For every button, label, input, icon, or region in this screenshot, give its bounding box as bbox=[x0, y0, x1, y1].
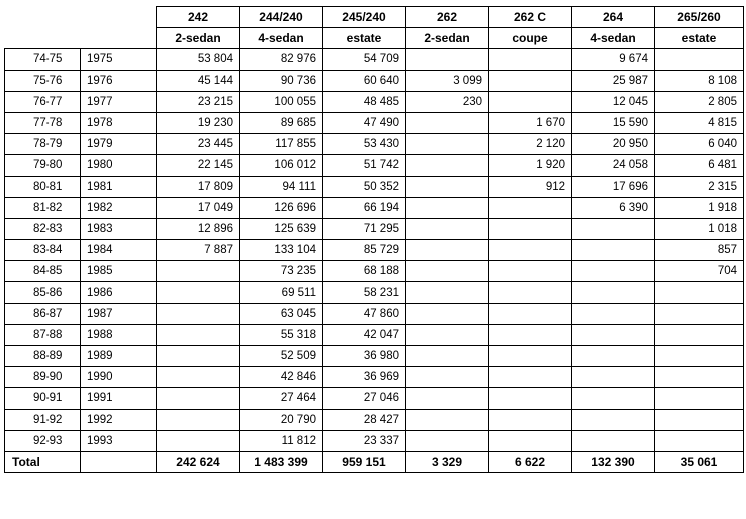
total-value-cell: 242 624 bbox=[157, 451, 240, 472]
season-cell: 85-86 bbox=[5, 282, 81, 303]
body-type-header: estate bbox=[655, 28, 744, 49]
value-cell bbox=[157, 261, 240, 282]
value-cell: 60 640 bbox=[323, 70, 406, 91]
value-cell bbox=[489, 261, 572, 282]
value-cell bbox=[157, 409, 240, 430]
value-cell: 55 318 bbox=[240, 324, 323, 345]
season-cell: 90-91 bbox=[5, 388, 81, 409]
value-cell bbox=[406, 409, 489, 430]
value-cell bbox=[489, 70, 572, 91]
table-row bbox=[5, 134, 744, 155]
value-cell bbox=[406, 197, 489, 218]
value-cell: 1 670 bbox=[489, 112, 572, 133]
value-cell: 23 445 bbox=[157, 134, 240, 155]
value-cell: 8 108 bbox=[655, 70, 744, 91]
value-cell: 51 742 bbox=[323, 155, 406, 176]
table-row bbox=[5, 218, 744, 239]
season-cell: 75-76 bbox=[5, 70, 81, 91]
value-cell bbox=[406, 49, 489, 70]
model-header: 262 C bbox=[489, 7, 572, 28]
value-cell: 17 696 bbox=[572, 176, 655, 197]
table-row bbox=[5, 303, 744, 324]
season-cell: 82-83 bbox=[5, 218, 81, 239]
year-cell: 1988 bbox=[81, 324, 157, 345]
value-cell: 19 230 bbox=[157, 112, 240, 133]
body-type-header: 2-sedan bbox=[406, 28, 489, 49]
header-row-models bbox=[5, 7, 744, 28]
value-cell: 69 511 bbox=[240, 282, 323, 303]
value-cell bbox=[406, 303, 489, 324]
production-table bbox=[4, 6, 744, 473]
value-cell: 6 040 bbox=[655, 134, 744, 155]
table-row bbox=[5, 261, 744, 282]
value-cell bbox=[406, 346, 489, 367]
table-row bbox=[5, 70, 744, 91]
value-cell: 36 980 bbox=[323, 346, 406, 367]
value-cell bbox=[572, 367, 655, 388]
value-cell: 71 295 bbox=[323, 218, 406, 239]
value-cell bbox=[655, 49, 744, 70]
value-cell bbox=[572, 430, 655, 451]
season-cell: 84-85 bbox=[5, 261, 81, 282]
value-cell bbox=[489, 218, 572, 239]
value-cell bbox=[406, 324, 489, 345]
value-cell: 54 709 bbox=[323, 49, 406, 70]
total-value-cell: 132 390 bbox=[572, 451, 655, 472]
value-cell: 24 058 bbox=[572, 155, 655, 176]
value-cell: 9 674 bbox=[572, 49, 655, 70]
value-cell: 857 bbox=[655, 240, 744, 261]
value-cell: 126 696 bbox=[240, 197, 323, 218]
value-cell: 45 144 bbox=[157, 70, 240, 91]
value-cell bbox=[157, 367, 240, 388]
header-blank-cell bbox=[5, 7, 157, 28]
year-cell: 1984 bbox=[81, 240, 157, 261]
value-cell: 17 809 bbox=[157, 176, 240, 197]
season-cell: 77-78 bbox=[5, 112, 81, 133]
value-cell: 17 049 bbox=[157, 197, 240, 218]
value-cell bbox=[655, 388, 744, 409]
value-cell bbox=[655, 409, 744, 430]
season-cell: 86-87 bbox=[5, 303, 81, 324]
value-cell: 12 045 bbox=[572, 91, 655, 112]
value-cell: 58 231 bbox=[323, 282, 406, 303]
value-cell: 36 969 bbox=[323, 367, 406, 388]
model-header: 264 bbox=[572, 7, 655, 28]
value-cell bbox=[489, 346, 572, 367]
value-cell: 15 590 bbox=[572, 112, 655, 133]
value-cell bbox=[489, 197, 572, 218]
value-cell bbox=[572, 240, 655, 261]
body-type-header: 4-sedan bbox=[240, 28, 323, 49]
value-cell bbox=[655, 430, 744, 451]
value-cell: 133 104 bbox=[240, 240, 323, 261]
table-row bbox=[5, 112, 744, 133]
total-value-cell: 1 483 399 bbox=[240, 451, 323, 472]
season-cell: 89-90 bbox=[5, 367, 81, 388]
value-cell: 89 685 bbox=[240, 112, 323, 133]
value-cell: 7 887 bbox=[157, 240, 240, 261]
table-row bbox=[5, 367, 744, 388]
value-cell bbox=[406, 176, 489, 197]
value-cell bbox=[406, 367, 489, 388]
value-cell: 704 bbox=[655, 261, 744, 282]
value-cell: 230 bbox=[406, 91, 489, 112]
table-row bbox=[5, 324, 744, 345]
season-cell: 92-93 bbox=[5, 430, 81, 451]
value-cell: 27 046 bbox=[323, 388, 406, 409]
value-cell bbox=[655, 303, 744, 324]
value-cell bbox=[572, 303, 655, 324]
value-cell: 47 490 bbox=[323, 112, 406, 133]
value-cell bbox=[406, 430, 489, 451]
value-cell: 2 805 bbox=[655, 91, 744, 112]
total-value-cell: 959 151 bbox=[323, 451, 406, 472]
year-cell: 1989 bbox=[81, 346, 157, 367]
value-cell: 85 729 bbox=[323, 240, 406, 261]
year-cell: 1990 bbox=[81, 367, 157, 388]
year-cell: 1993 bbox=[81, 430, 157, 451]
value-cell bbox=[489, 409, 572, 430]
value-cell bbox=[406, 388, 489, 409]
value-cell bbox=[406, 240, 489, 261]
year-cell: 1987 bbox=[81, 303, 157, 324]
table-row bbox=[5, 346, 744, 367]
year-cell: 1981 bbox=[81, 176, 157, 197]
value-cell: 1 920 bbox=[489, 155, 572, 176]
value-cell: 66 194 bbox=[323, 197, 406, 218]
value-cell: 23 337 bbox=[323, 430, 406, 451]
total-row bbox=[5, 451, 744, 472]
model-header: 242 bbox=[157, 7, 240, 28]
year-cell: 1985 bbox=[81, 261, 157, 282]
table-row bbox=[5, 176, 744, 197]
table-row bbox=[5, 430, 744, 451]
year-cell: 1978 bbox=[81, 112, 157, 133]
value-cell: 50 352 bbox=[323, 176, 406, 197]
table-row bbox=[5, 49, 744, 70]
value-cell: 53 430 bbox=[323, 134, 406, 155]
value-cell bbox=[489, 430, 572, 451]
body-type-header: estate bbox=[323, 28, 406, 49]
value-cell: 3 099 bbox=[406, 70, 489, 91]
value-cell bbox=[489, 49, 572, 70]
value-cell bbox=[406, 155, 489, 176]
value-cell: 52 509 bbox=[240, 346, 323, 367]
value-cell: 912 bbox=[489, 176, 572, 197]
value-cell bbox=[489, 91, 572, 112]
value-cell: 6 481 bbox=[655, 155, 744, 176]
value-cell: 11 812 bbox=[240, 430, 323, 451]
table-row bbox=[5, 240, 744, 261]
year-cell: 1982 bbox=[81, 197, 157, 218]
value-cell: 53 804 bbox=[157, 49, 240, 70]
value-cell: 22 145 bbox=[157, 155, 240, 176]
total-value-cell: 6 622 bbox=[489, 451, 572, 472]
season-cell: 78-79 bbox=[5, 134, 81, 155]
value-cell: 1 018 bbox=[655, 218, 744, 239]
value-cell bbox=[489, 240, 572, 261]
value-cell: 25 987 bbox=[572, 70, 655, 91]
value-cell: 42 047 bbox=[323, 324, 406, 345]
body-type-header: 2-sedan bbox=[157, 28, 240, 49]
value-cell bbox=[406, 282, 489, 303]
table-body bbox=[5, 7, 744, 473]
value-cell: 6 390 bbox=[572, 197, 655, 218]
value-cell bbox=[406, 112, 489, 133]
value-cell: 63 045 bbox=[240, 303, 323, 324]
value-cell: 100 055 bbox=[240, 91, 323, 112]
year-cell: 1986 bbox=[81, 282, 157, 303]
season-cell: 76-77 bbox=[5, 91, 81, 112]
value-cell bbox=[157, 324, 240, 345]
value-cell bbox=[489, 282, 572, 303]
year-cell: 1976 bbox=[81, 70, 157, 91]
value-cell: 1 918 bbox=[655, 197, 744, 218]
value-cell: 28 427 bbox=[323, 409, 406, 430]
value-cell: 47 860 bbox=[323, 303, 406, 324]
value-cell: 68 188 bbox=[323, 261, 406, 282]
table-row bbox=[5, 282, 744, 303]
value-cell: 125 639 bbox=[240, 218, 323, 239]
value-cell: 23 215 bbox=[157, 91, 240, 112]
value-cell bbox=[406, 261, 489, 282]
season-cell: 88-89 bbox=[5, 346, 81, 367]
value-cell bbox=[572, 282, 655, 303]
value-cell: 90 736 bbox=[240, 70, 323, 91]
header-blank-cell bbox=[5, 28, 157, 49]
season-cell: 81-82 bbox=[5, 197, 81, 218]
total-year-blank bbox=[81, 451, 157, 472]
value-cell: 2 315 bbox=[655, 176, 744, 197]
value-cell: 12 896 bbox=[157, 218, 240, 239]
value-cell bbox=[572, 324, 655, 345]
year-cell: 1983 bbox=[81, 218, 157, 239]
model-header: 245/240 bbox=[323, 7, 406, 28]
value-cell bbox=[572, 261, 655, 282]
value-cell: 94 111 bbox=[240, 176, 323, 197]
value-cell: 27 464 bbox=[240, 388, 323, 409]
season-cell: 80-81 bbox=[5, 176, 81, 197]
value-cell bbox=[572, 218, 655, 239]
body-type-header: coupe bbox=[489, 28, 572, 49]
value-cell bbox=[406, 134, 489, 155]
value-cell: 2 120 bbox=[489, 134, 572, 155]
year-cell: 1979 bbox=[81, 134, 157, 155]
season-cell: 79-80 bbox=[5, 155, 81, 176]
value-cell bbox=[157, 346, 240, 367]
value-cell bbox=[655, 346, 744, 367]
total-value-cell: 3 329 bbox=[406, 451, 489, 472]
value-cell bbox=[489, 324, 572, 345]
table-row bbox=[5, 388, 744, 409]
value-cell bbox=[157, 388, 240, 409]
value-cell: 20 950 bbox=[572, 134, 655, 155]
value-cell: 48 485 bbox=[323, 91, 406, 112]
year-cell: 1975 bbox=[81, 49, 157, 70]
value-cell bbox=[406, 218, 489, 239]
table-row bbox=[5, 155, 744, 176]
table-row bbox=[5, 197, 744, 218]
year-cell: 1992 bbox=[81, 409, 157, 430]
value-cell: 106 012 bbox=[240, 155, 323, 176]
value-cell bbox=[489, 388, 572, 409]
value-cell bbox=[157, 282, 240, 303]
season-cell: 91-92 bbox=[5, 409, 81, 430]
body-type-header: 4-sedan bbox=[572, 28, 655, 49]
value-cell bbox=[655, 324, 744, 345]
season-cell: 74-75 bbox=[5, 49, 81, 70]
model-header: 262 bbox=[406, 7, 489, 28]
value-cell bbox=[572, 346, 655, 367]
season-cell: 83-84 bbox=[5, 240, 81, 261]
header-row-bodies bbox=[5, 28, 744, 49]
value-cell bbox=[572, 388, 655, 409]
value-cell bbox=[157, 303, 240, 324]
value-cell bbox=[572, 409, 655, 430]
value-cell bbox=[489, 367, 572, 388]
year-cell: 1991 bbox=[81, 388, 157, 409]
value-cell: 117 855 bbox=[240, 134, 323, 155]
value-cell bbox=[157, 430, 240, 451]
year-cell: 1977 bbox=[81, 91, 157, 112]
total-value-cell: 35 061 bbox=[655, 451, 744, 472]
value-cell bbox=[489, 303, 572, 324]
model-header: 244/240 bbox=[240, 7, 323, 28]
model-header: 265/260 bbox=[655, 7, 744, 28]
table-row bbox=[5, 409, 744, 430]
year-cell: 1980 bbox=[81, 155, 157, 176]
value-cell bbox=[655, 367, 744, 388]
value-cell: 42 846 bbox=[240, 367, 323, 388]
value-cell: 20 790 bbox=[240, 409, 323, 430]
table-row bbox=[5, 91, 744, 112]
season-cell: 87-88 bbox=[5, 324, 81, 345]
value-cell bbox=[655, 282, 744, 303]
value-cell: 73 235 bbox=[240, 261, 323, 282]
value-cell: 4 815 bbox=[655, 112, 744, 133]
total-label: Total bbox=[5, 451, 81, 472]
value-cell: 82 976 bbox=[240, 49, 323, 70]
